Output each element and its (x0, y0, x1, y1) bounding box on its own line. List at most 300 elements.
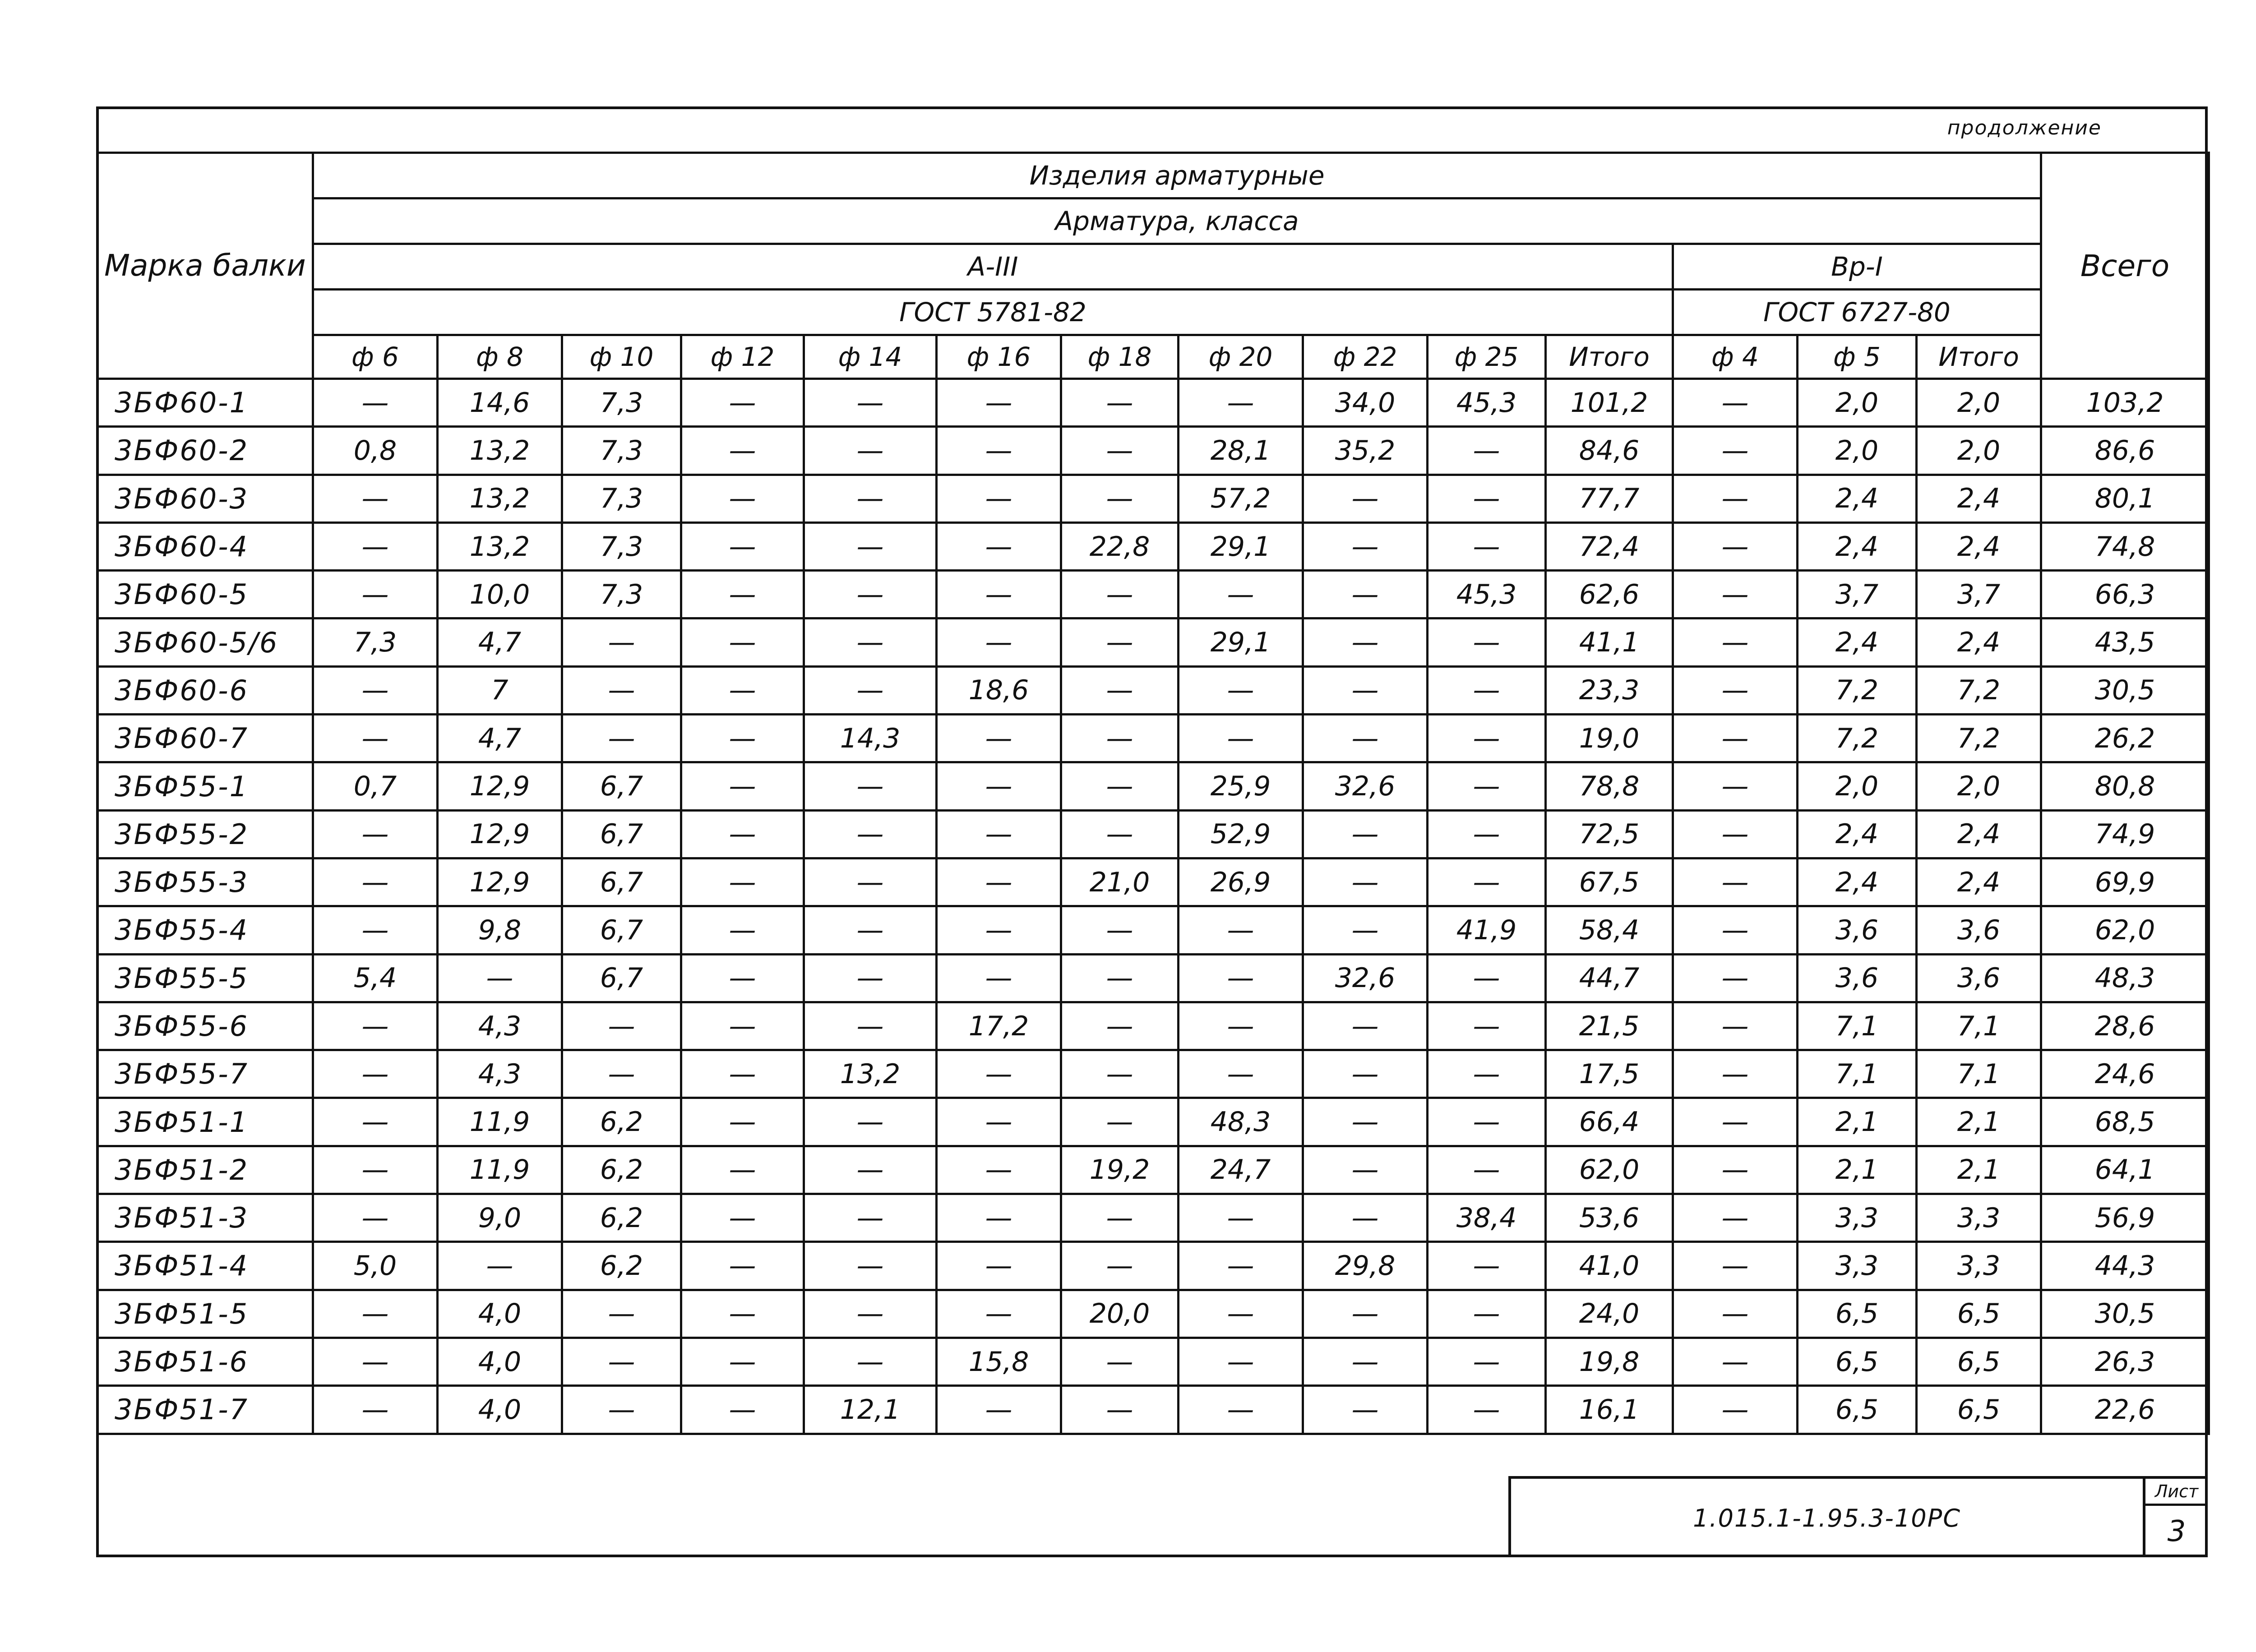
mass-cell: — (1428, 810, 1546, 858)
mass-cell: 12,9 (438, 858, 562, 906)
mass-cell: — (313, 1194, 438, 1242)
mass-cell: — (681, 1338, 804, 1385)
mass-cell: 13,2 (804, 1050, 937, 1098)
diameter-header: ф 5 (1798, 335, 1917, 379)
mass-cell: — (1061, 715, 1179, 762)
mass-cell: 2,4 (1917, 810, 2041, 858)
mass-cell: 0,7 (313, 762, 438, 810)
mass-cell: — (1673, 571, 1798, 618)
mass-cell: — (313, 1098, 438, 1146)
table-row (97, 571, 2209, 618)
sheet-number: 3 (2167, 1515, 2186, 1548)
mass-cell: — (681, 427, 804, 475)
table-row (97, 858, 2209, 906)
mass-cell: — (1303, 858, 1428, 906)
beam-mark-cell: 3БФ55-5 (97, 954, 313, 1002)
beam-mark-cell: 3БФ60-5/6 (97, 618, 313, 666)
mass-cell: 3,7 (1917, 571, 2041, 618)
mass-cell: 13,2 (438, 522, 562, 570)
mass-cell: — (681, 618, 804, 666)
table-row (97, 522, 2209, 570)
mass-cell: 6,5 (1798, 1338, 1917, 1385)
mass-cell: 2,0 (1798, 379, 1917, 427)
mass-cell: 23,3 (1546, 666, 1673, 714)
beam-mark-cell: 3БФ51-7 (97, 1386, 313, 1434)
mass-cell: — (562, 715, 681, 762)
mass-cell: — (1061, 810, 1179, 858)
mass-cell: — (1179, 1290, 1303, 1338)
mass-cell: — (804, 379, 937, 427)
mass-cell: — (313, 810, 438, 858)
mass-cell: — (937, 1290, 1061, 1338)
beam-mark-cell: 3БФ60-1 (97, 379, 313, 427)
mass-cell: — (562, 1338, 681, 1385)
mass-cell: 2,1 (1917, 1098, 2041, 1146)
mass-cell: 29,1 (1179, 618, 1303, 666)
mass-cell: — (1428, 1338, 1546, 1385)
mass-cell: — (1303, 666, 1428, 714)
mass-cell: — (1179, 571, 1303, 618)
class-a-header: А-III (313, 244, 1673, 290)
mass-cell: 32,6 (1303, 762, 1428, 810)
mass-cell: — (1303, 618, 1428, 666)
beam-mark-cell: 3БФ60-3 (97, 475, 313, 522)
total-cell: 30,5 (2041, 666, 2209, 714)
mass-cell: — (1673, 762, 1798, 810)
mass-cell: — (804, 810, 937, 858)
total-cell: 74,9 (2041, 810, 2209, 858)
mass-cell: — (313, 475, 438, 522)
mass-cell: — (313, 1050, 438, 1098)
mass-cell: — (1428, 1290, 1546, 1338)
mass-cell: — (1428, 427, 1546, 475)
mass-cell: — (1673, 427, 1798, 475)
mass-cell: — (1673, 1002, 1798, 1050)
mass-cell: — (1673, 1338, 1798, 1385)
mass-cell: 32,6 (1303, 954, 1428, 1002)
mass-cell: 7,3 (562, 427, 681, 475)
mass-cell: — (1303, 1194, 1428, 1242)
beam-mark-cell: 3БФ55-6 (97, 1002, 313, 1050)
mass-cell: — (804, 1290, 937, 1338)
mass-cell: — (681, 810, 804, 858)
total-cell: 43,5 (2041, 618, 2209, 666)
mass-cell: — (562, 666, 681, 714)
mass-cell: 2,0 (1917, 379, 2041, 427)
mass-cell: — (1303, 715, 1428, 762)
mass-cell: — (681, 475, 804, 522)
mass-cell: — (804, 427, 937, 475)
mass-cell: 11,9 (438, 1146, 562, 1194)
mass-cell: — (313, 379, 438, 427)
mass-cell: 41,1 (1546, 618, 1673, 666)
mass-cell: 7,1 (1917, 1002, 2041, 1050)
mass-cell: — (1673, 906, 1798, 954)
mass-cell: — (937, 571, 1061, 618)
mass-cell: — (1673, 1242, 1798, 1290)
mass-cell: 24,7 (1179, 1146, 1303, 1194)
mass-cell: — (1061, 1386, 1179, 1434)
mass-cell: 3,3 (1798, 1242, 1917, 1290)
mass-cell: — (562, 1002, 681, 1050)
mass-cell: — (1673, 954, 1798, 1002)
mass-cell: — (1061, 1098, 1179, 1146)
sheet-label: Лист (2145, 1479, 2208, 1506)
mass-cell: 26,9 (1179, 858, 1303, 906)
mass-cell: — (937, 1386, 1061, 1434)
table-row (97, 1002, 2209, 1050)
mass-cell: 29,1 (1179, 522, 1303, 570)
mass-cell: — (1303, 1098, 1428, 1146)
diameter-header: ф 25 (1428, 335, 1546, 379)
mass-cell: 2,4 (1798, 858, 1917, 906)
mass-cell: — (562, 1386, 681, 1434)
mass-cell: 22,8 (1061, 522, 1179, 570)
mass-cell: 6,5 (1798, 1290, 1917, 1338)
mass-cell: 13,2 (438, 427, 562, 475)
mass-cell: — (313, 1386, 438, 1434)
mass-cell: 78,8 (1546, 762, 1673, 810)
mass-cell: 3,3 (1798, 1194, 1917, 1242)
mass-cell: — (1428, 522, 1546, 570)
mass-cell: — (1061, 618, 1179, 666)
diameter-header: ф 8 (438, 335, 562, 379)
mass-cell: — (804, 762, 937, 810)
mass-cell: 7,2 (1798, 666, 1917, 714)
beam-mark-cell: 3БФ51-4 (97, 1242, 313, 1290)
mass-cell: — (937, 858, 1061, 906)
mass-cell: 45,3 (1428, 571, 1546, 618)
mass-cell: — (937, 1050, 1061, 1098)
mass-cell: — (1179, 379, 1303, 427)
mass-cell: 29,8 (1303, 1242, 1428, 1290)
mass-cell: 2,0 (1917, 762, 2041, 810)
mass-cell: 58,4 (1546, 906, 1673, 954)
mass-cell: — (562, 1290, 681, 1338)
mass-cell: — (681, 522, 804, 570)
mass-cell: — (1673, 475, 1798, 522)
mass-cell: 45,3 (1428, 379, 1546, 427)
mass-cell: — (937, 522, 1061, 570)
mass-cell: — (804, 906, 937, 954)
mass-cell: — (804, 1002, 937, 1050)
total-cell: 66,3 (2041, 571, 2209, 618)
mass-cell: 7 (438, 666, 562, 714)
mass-cell: 62,6 (1546, 571, 1673, 618)
mass-cell: 19,2 (1061, 1146, 1179, 1194)
mass-cell: — (1428, 1050, 1546, 1098)
total-cell: 103,2 (2041, 379, 2209, 427)
mass-cell: — (1061, 954, 1179, 1002)
mass-cell: — (681, 715, 804, 762)
table-row (97, 427, 2209, 475)
mass-cell: — (681, 571, 804, 618)
mass-cell: 48,3 (1179, 1098, 1303, 1146)
mass-cell: — (313, 715, 438, 762)
diameter-header: Итого (1917, 335, 2041, 379)
mass-cell: 66,4 (1546, 1098, 1673, 1146)
mass-cell: — (1303, 475, 1428, 522)
mass-cell: — (1428, 715, 1546, 762)
table-row (97, 1338, 2209, 1385)
beam-mark-cell: 3БФ60-6 (97, 666, 313, 714)
mass-cell: 101,2 (1546, 379, 1673, 427)
mass-cell: 16,1 (1546, 1386, 1673, 1434)
mass-cell: 2,4 (1798, 810, 1917, 858)
beam-mark-cell: 3БФ51-2 (97, 1146, 313, 1194)
mass-cell: 77,7 (1546, 475, 1673, 522)
total-cell: 30,5 (2041, 1290, 2209, 1338)
mass-cell: — (1673, 379, 1798, 427)
mass-cell: — (1303, 906, 1428, 954)
class-header: Арматура, класса (313, 198, 2041, 244)
total-cell: 26,2 (2041, 715, 2209, 762)
table-row (97, 1098, 2209, 1146)
mass-cell: 2,4 (1917, 475, 2041, 522)
mass-cell: — (1303, 1002, 1428, 1050)
mass-cell: 6,5 (1798, 1386, 1917, 1434)
mass-cell: — (681, 1098, 804, 1146)
beam-mark-cell: 3БФ51-3 (97, 1194, 313, 1242)
mass-cell: 6,2 (562, 1146, 681, 1194)
mass-cell: — (804, 618, 937, 666)
mass-cell: — (313, 666, 438, 714)
mass-cell: — (937, 1146, 1061, 1194)
mass-cell: 6,7 (562, 954, 681, 1002)
mass-cell: 7,1 (1917, 1050, 2041, 1098)
beam-mark-cell: 3БФ60-5 (97, 571, 313, 618)
mass-cell: 19,0 (1546, 715, 1673, 762)
total-cell: 22,6 (2041, 1386, 2209, 1434)
mass-cell: 3,3 (1917, 1194, 2041, 1242)
mass-cell: — (1179, 1386, 1303, 1434)
mass-cell: — (1428, 1002, 1546, 1050)
mass-cell: 72,4 (1546, 522, 1673, 570)
mass-cell: 6,2 (562, 1098, 681, 1146)
total-cell: 44,3 (2041, 1242, 2209, 1290)
mass-cell: 21,5 (1546, 1002, 1673, 1050)
mass-cell: — (1303, 1050, 1428, 1098)
mass-cell: 2,4 (1917, 522, 2041, 570)
mass-cell: 6,7 (562, 810, 681, 858)
continuation-note: продолжение (1947, 116, 2102, 139)
diameter-header: ф 18 (1061, 335, 1179, 379)
mass-cell: — (313, 906, 438, 954)
mass-cell: — (681, 666, 804, 714)
table-row (97, 1242, 2209, 1290)
mass-cell: — (1673, 715, 1798, 762)
mass-cell: 7,2 (1798, 715, 1917, 762)
diameter-header-row (97, 335, 2209, 379)
mass-cell: — (937, 762, 1061, 810)
mass-cell: 14,3 (804, 715, 937, 762)
mass-cell: 4,3 (438, 1050, 562, 1098)
mass-cell: 3,6 (1917, 906, 2041, 954)
mass-cell: — (681, 954, 804, 1002)
diameter-header: ф 22 (1303, 335, 1428, 379)
mass-cell: 2,4 (1917, 618, 2041, 666)
mass-cell: — (937, 379, 1061, 427)
mass-cell: — (1179, 1338, 1303, 1385)
mass-cell: 12,9 (438, 762, 562, 810)
mass-cell: 62,0 (1546, 1146, 1673, 1194)
mass-cell: — (1673, 1386, 1798, 1434)
mass-cell: 4,3 (438, 1002, 562, 1050)
mass-cell: — (804, 858, 937, 906)
mass-cell: 67,5 (1546, 858, 1673, 906)
table-row (97, 1146, 2209, 1194)
table-row (97, 1194, 2209, 1242)
mass-cell: 34,0 (1303, 379, 1428, 427)
total-cell: 86,6 (2041, 427, 2209, 475)
diameter-header: ф 12 (681, 335, 804, 379)
table-row (97, 715, 2209, 762)
diameter-header: ф 4 (1673, 335, 1798, 379)
gost-b-header: ГОСТ 6727-80 (1673, 290, 2041, 335)
mass-cell: — (681, 906, 804, 954)
mass-cell: 3,6 (1798, 906, 1917, 954)
mass-cell: 41,9 (1428, 906, 1546, 954)
mass-cell: — (1428, 1146, 1546, 1194)
mass-cell: 7,3 (562, 522, 681, 570)
mass-cell: 9,8 (438, 906, 562, 954)
group-header: Изделия арматурные (313, 153, 2041, 198)
mass-cell: 7,2 (1917, 666, 2041, 714)
mass-cell: — (804, 571, 937, 618)
mass-cell: — (681, 1050, 804, 1098)
mass-cell: — (937, 618, 1061, 666)
mass-cell: — (1428, 1386, 1546, 1434)
total-cell: 80,8 (2041, 762, 2209, 810)
mass-cell: 7,1 (1798, 1002, 1917, 1050)
mass-cell: 4,0 (438, 1290, 562, 1338)
mass-cell: — (804, 1194, 937, 1242)
mass-cell: 4,7 (438, 715, 562, 762)
mass-cell: 21,0 (1061, 858, 1179, 906)
mass-cell: — (937, 1242, 1061, 1290)
total-cell: 24,6 (2041, 1050, 2209, 1098)
mass-cell: 2,4 (1798, 618, 1917, 666)
beam-mark-cell: 3БФ60-4 (97, 522, 313, 570)
mass-cell: — (438, 954, 562, 1002)
diameter-header: Итого (1546, 335, 1673, 379)
mass-cell: 2,1 (1798, 1146, 1917, 1194)
mass-cell: 7,2 (1917, 715, 2041, 762)
mass-cell: — (804, 954, 937, 1002)
sheet-box (2143, 1479, 2208, 1557)
mass-cell: — (1179, 666, 1303, 714)
mass-cell: — (937, 954, 1061, 1002)
mass-cell: — (562, 1050, 681, 1098)
mass-cell: — (1061, 1050, 1179, 1098)
mass-cell: 38,4 (1428, 1194, 1546, 1242)
mass-cell: — (313, 858, 438, 906)
mass-cell: 35,2 (1303, 427, 1428, 475)
mass-cell: — (804, 666, 937, 714)
table-row (97, 906, 2209, 954)
mass-cell: — (1061, 666, 1179, 714)
mass-cell: — (1303, 522, 1428, 570)
class-b-header: Вр-I (1673, 244, 2041, 290)
mass-cell: 3,6 (1798, 954, 1917, 1002)
total-cell: 28,6 (2041, 1002, 2209, 1050)
mass-cell: 41,0 (1546, 1242, 1673, 1290)
table-row (97, 762, 2209, 810)
mass-cell: — (1303, 1146, 1428, 1194)
mass-cell: — (1061, 1002, 1179, 1050)
mass-cell: — (1673, 522, 1798, 570)
total-cell: 48,3 (2041, 954, 2209, 1002)
table-row (97, 618, 2209, 666)
mass-cell: 6,7 (562, 858, 681, 906)
diameter-header: ф 6 (313, 335, 438, 379)
mass-cell: 6,2 (562, 1242, 681, 1290)
mass-cell: — (681, 379, 804, 427)
mass-cell: — (1303, 1338, 1428, 1385)
total-cell: 62,0 (2041, 906, 2209, 954)
mass-cell: — (1061, 571, 1179, 618)
mass-cell: 6,7 (562, 762, 681, 810)
mass-cell: 9,0 (438, 1194, 562, 1242)
mass-cell: 52,9 (1179, 810, 1303, 858)
mass-cell: — (313, 1338, 438, 1385)
mass-cell: — (1673, 810, 1798, 858)
mass-cell: 0,8 (313, 427, 438, 475)
mass-cell: — (804, 1146, 937, 1194)
mass-cell: — (681, 1242, 804, 1290)
mass-cell: — (1428, 666, 1546, 714)
table-row (97, 475, 2209, 522)
total-cell: 80,1 (2041, 475, 2209, 522)
mass-cell: 44,7 (1546, 954, 1673, 1002)
table-row (97, 1290, 2209, 1338)
mass-cell: — (1673, 618, 1798, 666)
beam-mark-cell: 3БФ55-4 (97, 906, 313, 954)
mass-cell: 13,2 (438, 475, 562, 522)
table-row (97, 810, 2209, 858)
total-cell: 74,8 (2041, 522, 2209, 570)
mass-cell: 11,9 (438, 1098, 562, 1146)
mass-cell: 7,3 (562, 475, 681, 522)
mass-cell: 18,6 (937, 666, 1061, 714)
mass-cell: 2,1 (1917, 1146, 2041, 1194)
mass-cell: — (1179, 1050, 1303, 1098)
reinforcement-table (96, 152, 2210, 1435)
mass-cell: 3,7 (1798, 571, 1917, 618)
mass-cell: 15,8 (937, 1338, 1061, 1385)
table-row (97, 379, 2209, 427)
mass-cell: — (1179, 1194, 1303, 1242)
mass-cell: 2,4 (1798, 522, 1917, 570)
mass-cell: — (937, 906, 1061, 954)
mass-cell: — (1061, 762, 1179, 810)
mass-cell: 2,4 (1798, 475, 1917, 522)
mass-cell: 24,0 (1546, 1290, 1673, 1338)
mass-cell: 6,5 (1917, 1386, 2041, 1434)
mass-cell: — (1673, 1290, 1798, 1338)
mass-cell: — (313, 1290, 438, 1338)
mass-cell: 4,0 (438, 1338, 562, 1385)
mass-cell: — (1179, 715, 1303, 762)
mass-cell: — (313, 1146, 438, 1194)
mass-cell: — (1673, 1194, 1798, 1242)
mass-cell: 3,3 (1917, 1242, 2041, 1290)
beam-mark-cell: 3БФ60-7 (97, 715, 313, 762)
mass-cell: — (1303, 571, 1428, 618)
mass-cell: — (1061, 1194, 1179, 1242)
mass-cell: — (681, 858, 804, 906)
mass-cell: — (804, 475, 937, 522)
